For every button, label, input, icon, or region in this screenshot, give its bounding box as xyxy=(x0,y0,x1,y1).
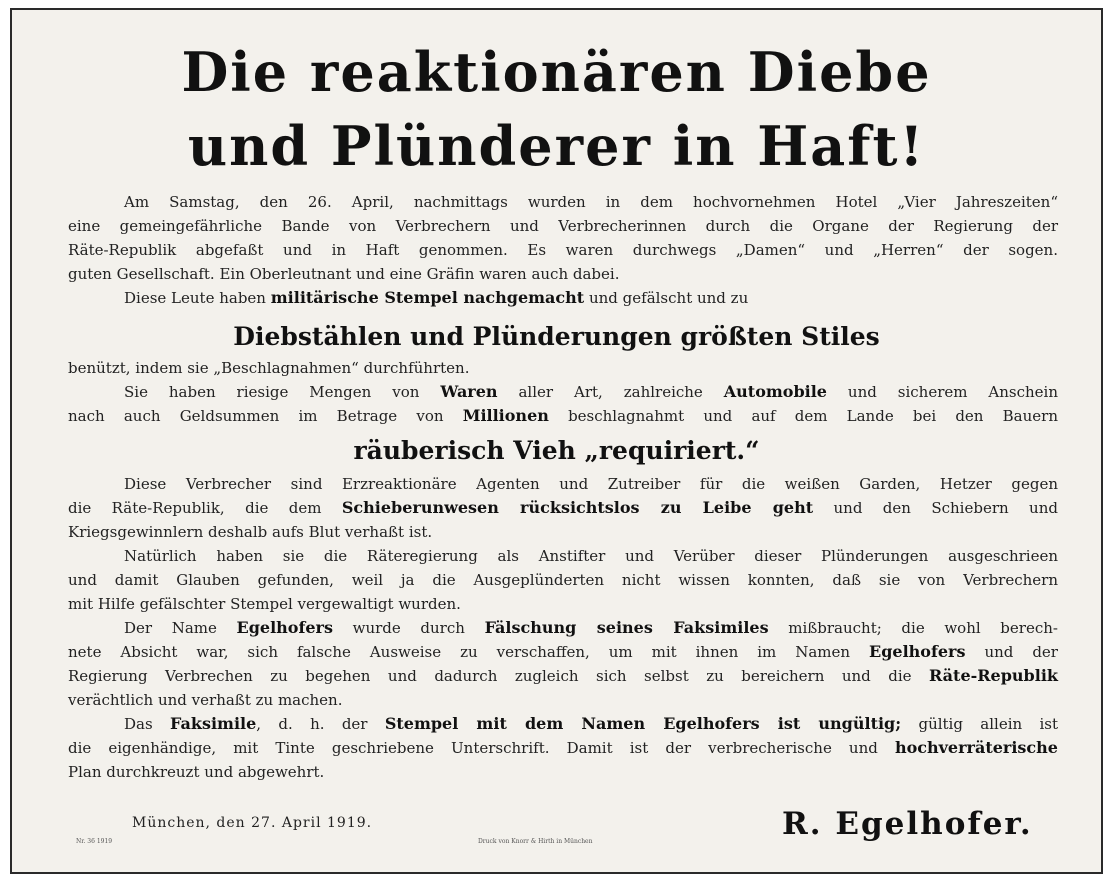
emphasis-text: Egelhofers xyxy=(236,618,333,637)
text-line: Diese Verbrecher sind Erzreaktionäre Agenten und Zutreiber für die weißen Garden, Hetzer gegen xyxy=(124,475,1058,493)
text-line xyxy=(68,736,1058,760)
text-run: mißbraucht; die wohl berech- xyxy=(788,619,1058,637)
text-line: eine gemeingefährliche Bande von Verbrechern und Verbrecherinnen durch die Organe der Regierung der xyxy=(68,217,1058,235)
text-line: mit Hilfe gefälschter Stempel vergewaltigt wurden. xyxy=(68,595,461,613)
text-line: benützt, indem sie „Beschlagnahmen“ durchführten. xyxy=(68,359,470,377)
text-line xyxy=(68,496,1058,520)
text-line xyxy=(68,664,1058,688)
text-run: nete Absicht war, sich falsche Ausweise zu verschaffen, um mit ihnen im Namen xyxy=(68,643,851,661)
text-run: die eigenhändige, mit Tinte geschriebene Unterschrift. Damit ist der verbrecherische und xyxy=(68,739,878,757)
text-line xyxy=(68,380,1058,404)
text-line: und damit Glauben gefunden, weil ja die Ausgeplünderten nicht wissen konnten, daß sie von Verbrechern xyxy=(68,571,1058,589)
printer-imprint: Druck von Knorr & Hirth in München xyxy=(478,838,593,845)
text-line: Am Samstag, den 26. April, nachmittags wurden in dem hochvornehmen Hotel „Vier Jahreszeiten“ xyxy=(124,193,1058,211)
text-run: , d. h. der xyxy=(256,715,368,733)
text-run: wurde durch xyxy=(352,619,465,637)
text-run: aller Art, zahlreiche xyxy=(518,383,703,401)
text-line xyxy=(68,712,1058,736)
title-line-1: Die reaktionären Diebe xyxy=(181,40,932,104)
text-run: beschlagnahmt und auf dem Lande bei den Bauern xyxy=(568,407,1058,425)
headline-cattle: räuberisch Vieh „requiriert.“ xyxy=(353,436,760,465)
paragraph-5 xyxy=(68,472,1058,784)
text-run: Der Name xyxy=(124,619,217,637)
text-line: verächtlich und verhaßt zu machen. xyxy=(68,691,343,709)
text-run: nach auch Geldsummen im Betrage von xyxy=(68,407,444,425)
place-date: München, den 27. April 1919. xyxy=(132,815,373,831)
text-run: Das xyxy=(124,715,153,733)
emphasis-text: Automobile xyxy=(723,382,827,401)
title-line-2: und Plünderer in Haft! xyxy=(187,114,926,178)
text-line xyxy=(68,286,1058,310)
text-line: Plan durchkreuzt und abgewehrt. xyxy=(68,763,325,781)
print-number: Nr. 36 1919 xyxy=(76,838,113,845)
emphasis-text: militärische Stempel nachgemacht xyxy=(270,288,585,307)
text-run: und den Schiebern und xyxy=(833,499,1058,517)
text-line: Natürlich haben sie die Räteregierung als Anstifter und Verüber dieser Plünderungen ausgeschrieen xyxy=(124,547,1058,565)
emphasis-text: Räte-Republik xyxy=(929,666,1058,685)
emphasis-text: Faksimile xyxy=(170,714,257,733)
text-run: Regierung Verbrechen zu begehen und dadurch zugleich sich selbst zu bereichern und die xyxy=(68,667,912,685)
text-line xyxy=(68,404,1058,428)
emphasis-text: Millionen xyxy=(462,406,549,425)
text-line xyxy=(68,616,1058,640)
headline-thefts: Diebstählen und Plünderungen größten Stiles xyxy=(233,322,880,351)
emphasis-text: Waren xyxy=(440,382,498,401)
text-run: und gefälscht und zu xyxy=(588,289,749,307)
proclamation-sheet xyxy=(10,8,1103,874)
emphasis-text: Fälschung seines Faksimiles xyxy=(484,618,769,637)
text-run: und der xyxy=(984,643,1058,661)
paragraph-1 xyxy=(68,190,1058,310)
text-run: gültig allein ist xyxy=(918,715,1058,733)
emphasis-text: Schieberunwesen rücksichtslos zu Leibe geht xyxy=(341,498,814,517)
emphasis-text: Stempel mit dem Namen Egelhofers ist ungültig; xyxy=(384,714,902,733)
text-run: Sie haben riesige Mengen von xyxy=(124,383,420,401)
text-run: Diese Leute haben xyxy=(124,289,266,307)
text-run: die Räte-Republik, die dem xyxy=(68,499,322,517)
text-line xyxy=(68,640,1058,664)
text-line: guten Gesellschaft. Ein Oberleutnant und eine Gräfin waren auch dabei. xyxy=(68,265,620,283)
text-line: Räte-Republik abgefaßt und in Haft genommen. Es waren durchwegs „Damen“ und „Herren“ der sogen. xyxy=(68,241,1058,259)
emphasis-text: hochverräterische xyxy=(894,738,1058,757)
signature: R. Egelhofer. xyxy=(782,806,1033,842)
text-run: und sicherem Anschein xyxy=(847,383,1058,401)
text-line: Kriegsgewinnlern deshalb aufs Blut verhaßt ist. xyxy=(68,523,433,541)
paragraph-3 xyxy=(68,356,1058,428)
emphasis-text: Egelhofers xyxy=(869,642,966,661)
